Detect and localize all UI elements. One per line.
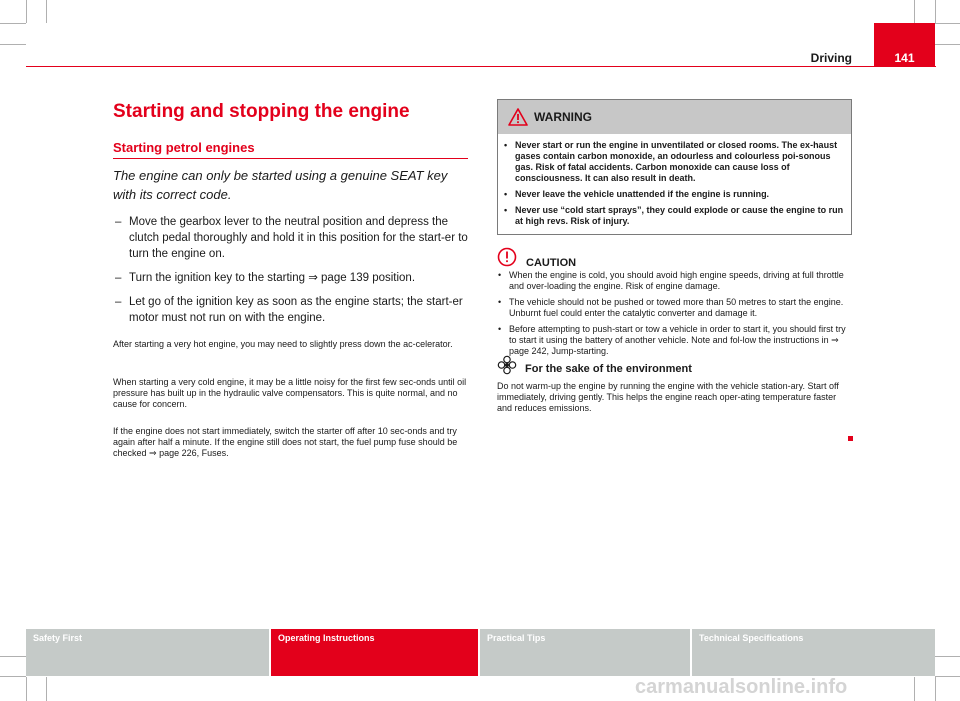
chapter-title: Starting and stopping the engine xyxy=(113,101,410,122)
footer-nav xyxy=(26,629,935,676)
subtitle-rule xyxy=(113,158,468,159)
caution-title: CAUTION xyxy=(526,257,577,269)
paragraph: If the engine does not start immediately, switch the starter off after 10 sec-onds and try again after half a minute. If the engine still does not start, the fuel pump fuse should be checked ⇒ page 226, Fuses. xyxy=(113,426,458,458)
tab-safety-first[interactable]: Safety First xyxy=(26,629,269,676)
watermark: carmanualsonline.info xyxy=(635,676,848,698)
environment-title: For the sake of the environment xyxy=(525,363,692,375)
page-number: 141 xyxy=(874,23,935,67)
exclamation-circle-icon xyxy=(497,247,517,267)
section-title: Driving xyxy=(810,51,852,65)
crop-mark xyxy=(26,677,27,701)
crop-mark xyxy=(46,0,47,23)
tab-practical-tips[interactable]: Practical Tips xyxy=(480,629,690,676)
tab-technical-specifications[interactable]: Technical Specifications xyxy=(692,629,935,676)
paragraph: After starting a very hot engine, you may need to slightly press down the ac-celerator. xyxy=(113,339,453,349)
crop-mark xyxy=(935,23,960,24)
end-marker xyxy=(848,436,853,441)
caution-item: • When the engine is cold, you should avoid high engine speeds, driving at full throttle and over-loading the engine. Risk of engine damage. xyxy=(497,270,852,292)
list-item: – Turn the ignition key to the starting ⇒ page 139 position. xyxy=(113,270,468,286)
warning-box xyxy=(497,99,852,235)
warning-body xyxy=(498,134,851,227)
caution-item: • Before attempting to push-start or tow a vehicle in order to start it, you should first try to start it using the battery of another vehicle. Note and fol-low the instructions in ⇒ page 242, Jump-starting. xyxy=(497,324,852,357)
environment-header xyxy=(497,355,692,375)
section-subtitle: Starting petrol engines xyxy=(113,140,255,155)
crop-mark xyxy=(935,44,960,45)
crop-mark xyxy=(914,0,915,23)
warning-title: WARNING xyxy=(534,110,592,124)
paragraph: When starting a very cold engine, it may be a little noisy for the first few sec-onds until oil pressure has built up in the hydraulic valve compensators. This is quite normal, and no cause for concern. xyxy=(113,377,467,409)
warning-item: • Never start or run the engine in unventilated or closed rooms. The ex-haust gases contain carbon monoxide, an odourless and colourless poi-sonous gas. Risk of fatal accidents. Carbon monoxide can cause loss of consciousness. It can also result in death. xyxy=(503,140,846,184)
crop-mark xyxy=(935,656,960,657)
caution-header xyxy=(497,245,576,269)
crop-mark xyxy=(0,44,26,45)
intro-text: The engine can only be started using a genuine SEAT key with its correct code. xyxy=(113,168,448,202)
header-rule xyxy=(26,66,936,67)
steps-list xyxy=(113,214,468,334)
crop-mark xyxy=(0,23,26,24)
crop-mark xyxy=(935,676,960,677)
warning-item: • Never leave the vehicle unattended if the engine is running. xyxy=(503,189,846,200)
list-item: – Move the gearbox lever to the neutral position and depress the clutch pedal thoroughly and hold it in this position for the start-er to turn the engine on. xyxy=(113,214,468,262)
caution-list xyxy=(497,270,852,362)
warning-triangle-icon xyxy=(508,108,528,126)
crop-mark xyxy=(935,677,936,701)
crop-mark xyxy=(914,677,915,701)
environment-text: Do not warm-up the engine by running the engine with the vehicle station-ary. Start off immediately, driving gently. This helps the engine reach oper-ating temperature faster and reduces emissions. xyxy=(497,381,839,413)
warning-item: • Never use “cold start sprays”, they could explode or cause the engine to run at high revs. Risk of injury. xyxy=(503,205,846,227)
crop-mark xyxy=(26,0,27,23)
crop-mark xyxy=(935,0,936,23)
crop-mark xyxy=(0,676,26,677)
caution-item: • The vehicle should not be pushed or towed more than 50 metres to start the engine. Unburnt fuel could enter the catalytic converter and damage it. xyxy=(497,297,852,319)
list-item: – Let go of the ignition key as soon as the engine starts; the start-er motor must not run on with the engine. xyxy=(113,294,468,326)
crop-mark xyxy=(46,677,47,701)
warning-header xyxy=(498,100,851,134)
flower-icon xyxy=(497,355,517,375)
crop-mark xyxy=(0,656,26,657)
tab-operating-instructions[interactable]: Operating Instructions xyxy=(271,629,478,676)
